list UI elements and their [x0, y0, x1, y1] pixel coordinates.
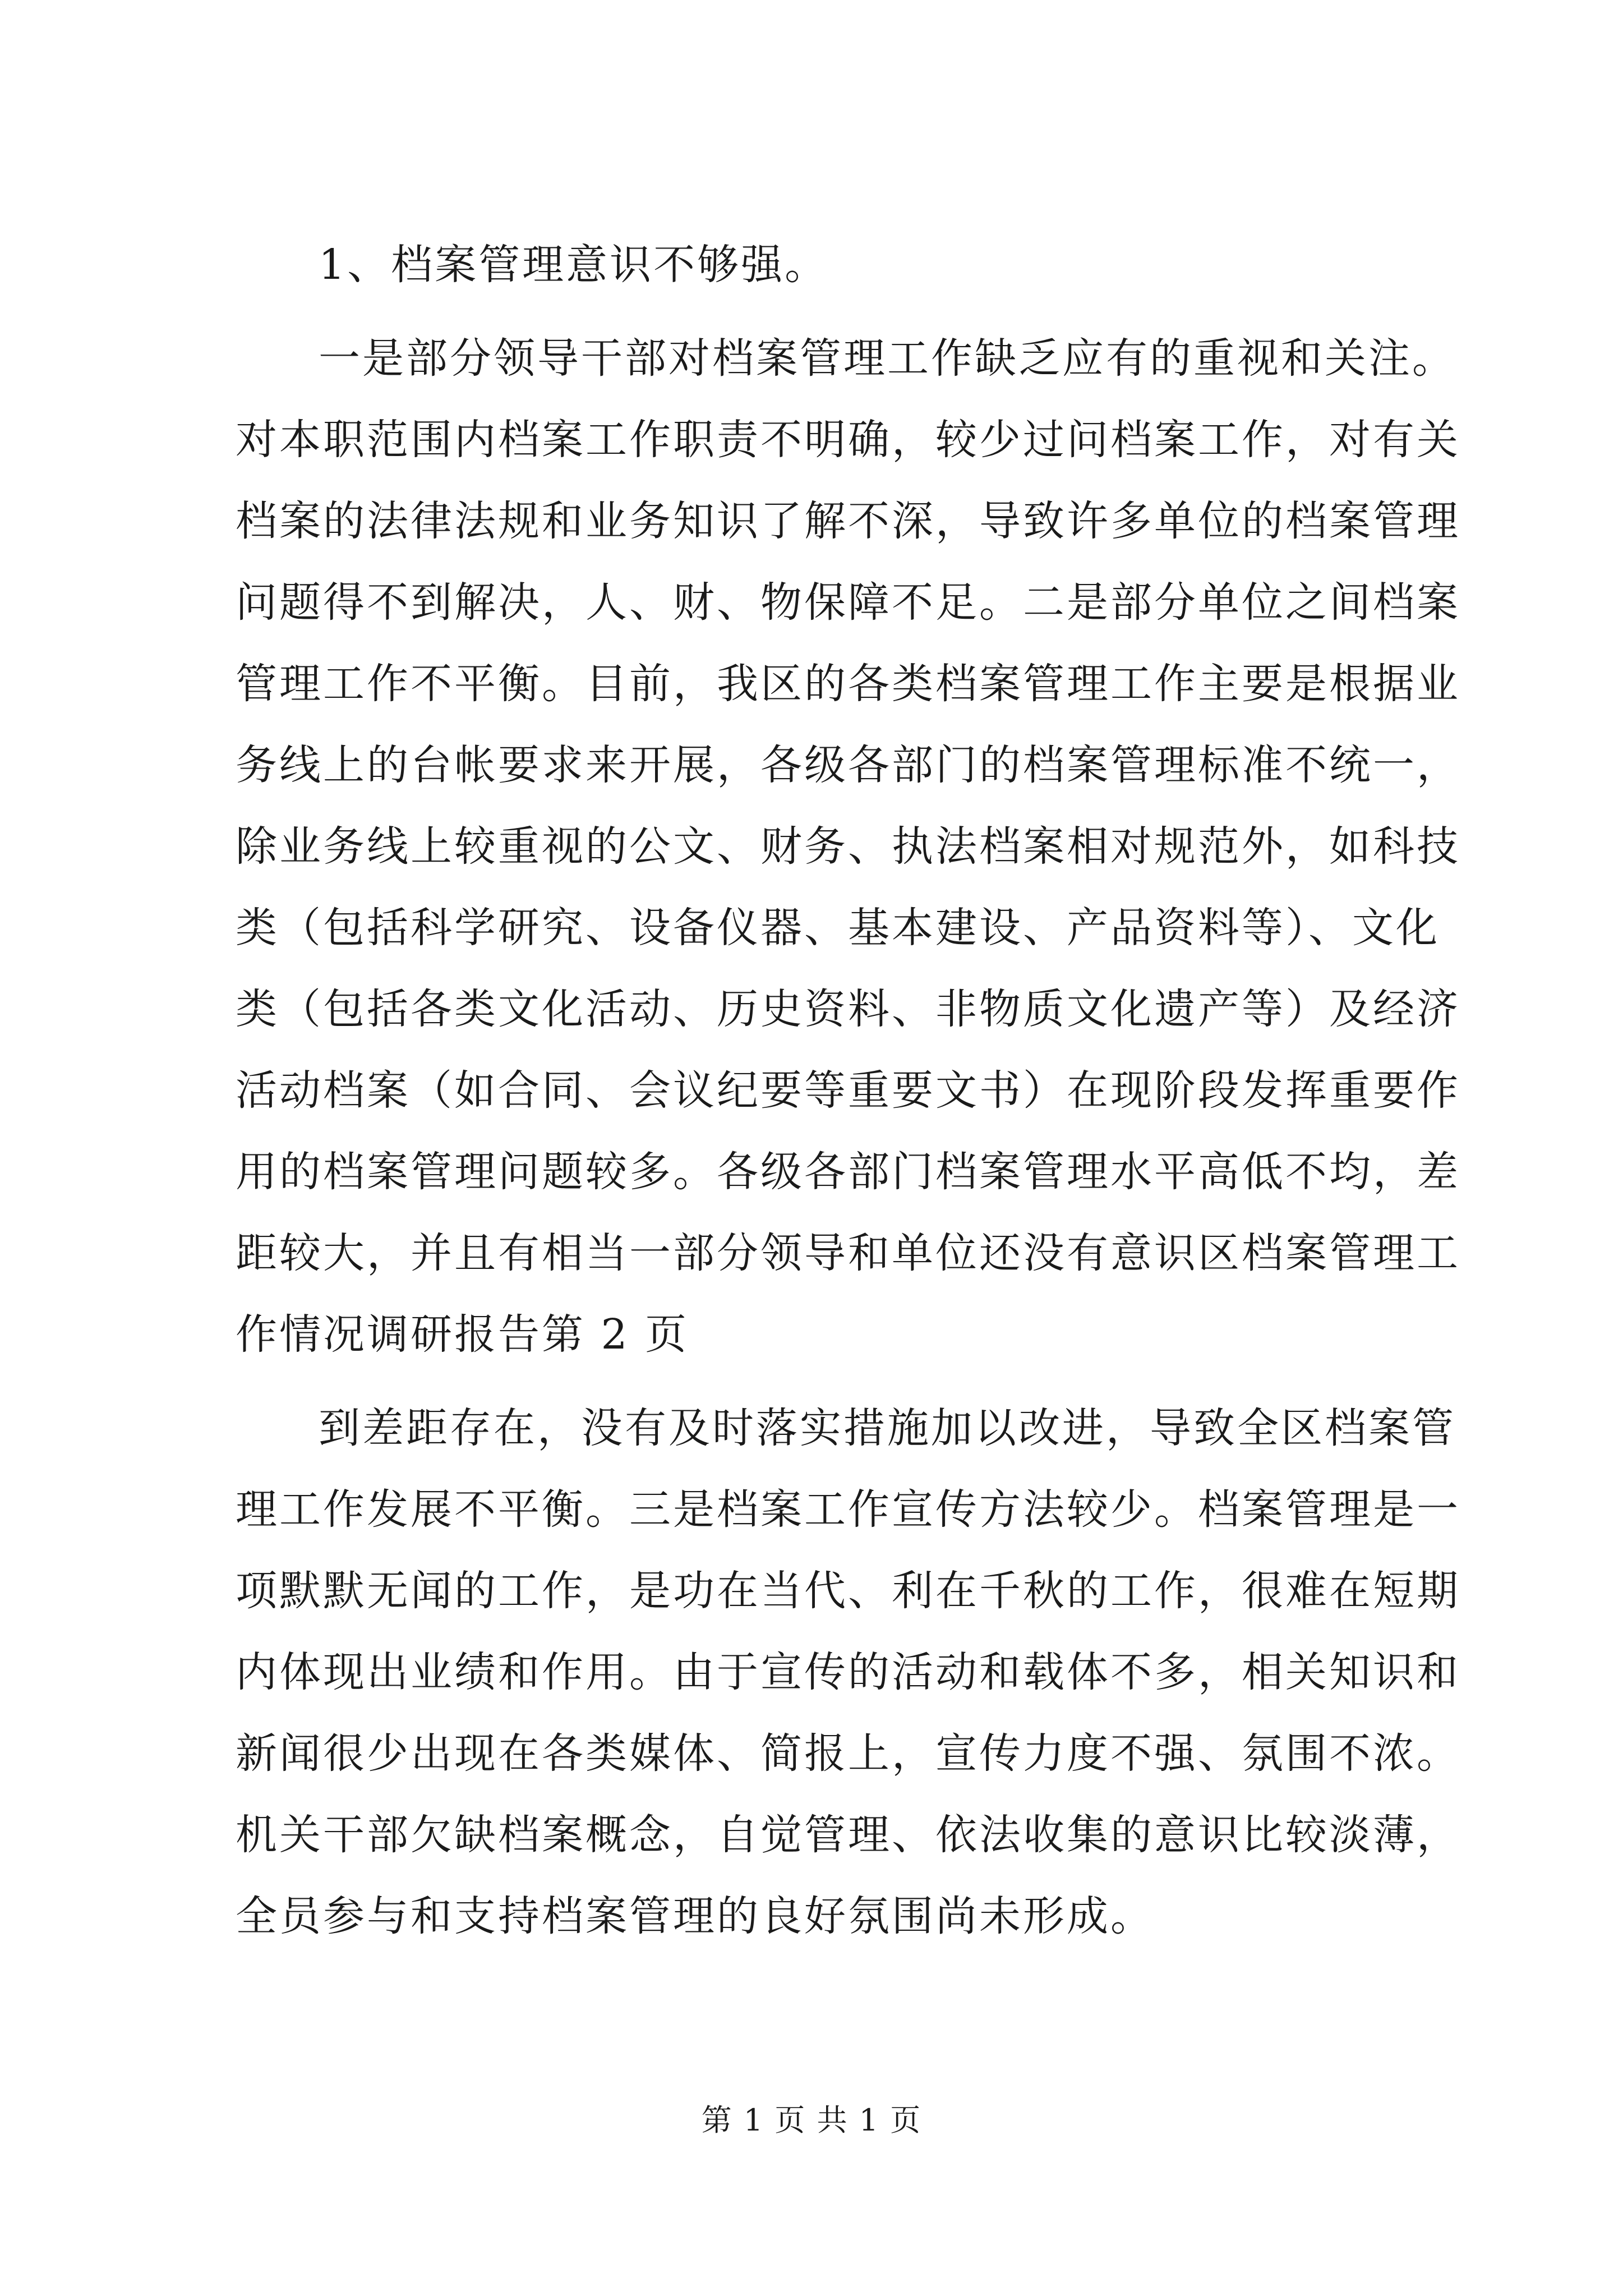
- text-line: 档案的法律法规和业务知识了解不深，导致许多单位的档案管理: [236, 497, 1460, 545]
- text-line: 距较大，并且有相当一部分领导和单位还没有意识区档案管理工: [236, 1229, 1460, 1277]
- section-heading: 1、档案管理意识不够强。: [319, 241, 829, 289]
- text-line: 除业务线上较重视的公文、财务、执法档案相对规范外，如科技: [236, 822, 1460, 871]
- text-line: 到差距存在，没有及时落实措施加以改进，导致全区档案管: [319, 1404, 1456, 1452]
- text-line: 机关干部欠缺档案概念，自觉管理、依法收集的意识比较淡薄，: [236, 1811, 1460, 1859]
- text-line: 作情况调研报告第 2 页: [236, 1310, 689, 1359]
- text-line: 管理工作不平衡。目前，我区的各类档案管理工作主要是根据业: [236, 660, 1460, 708]
- paragraph-2: [236, 1388, 1460, 1957]
- page-footer: 第 1 页 共 1 页: [701, 2102, 922, 2138]
- text-line: 类（包括各类文化活动、历史资料、非物质文化遗产等）及经济: [236, 985, 1460, 1033]
- text-line: 用的档案管理问题较多。各级各部门档案管理水平高低不均，差: [236, 1148, 1460, 1196]
- text-line: 对本职范围内档案工作职责不明确，较少过问档案工作，对有关: [236, 416, 1460, 464]
- text-line: 新闻很少出现在各类媒体、简报上，宣传力度不强、氛围不浓。: [236, 1729, 1460, 1778]
- text-line: 项默默无闻的工作，是功在当代、利在千秋的工作，很难在短期: [236, 1567, 1460, 1615]
- paragraph-1: [236, 318, 1460, 1375]
- text-line: 理工作发展不平衡。三是档案工作宣传方法较少。档案管理是一: [236, 1485, 1460, 1534]
- text-line: 全员参与和支持档案管理的良好氛围尚未形成。: [236, 1892, 1154, 1940]
- text-line: 一是部分领导干部对档案管理工作缺乏应有的重视和关注。: [319, 334, 1456, 383]
- text-line: 务线上的台帐要求来开展，各级各部门的档案管理标准不统一，: [236, 741, 1460, 789]
- text-line: 内体现出业绩和作用。由于宣传的活动和载体不多，相关知识和: [236, 1648, 1460, 1696]
- document-body: [236, 224, 1460, 1957]
- text-line: 问题得不到解决，人、财、物保障不足。二是部分单位之间档案: [236, 578, 1460, 627]
- text-line: 类（包括科学研究、设备仪器、基本建设、产品资料等）、文化: [236, 904, 1440, 952]
- text-line: 活动档案（如合同、会议纪要等重要文书）在现阶段发挥重要作: [236, 1066, 1460, 1115]
